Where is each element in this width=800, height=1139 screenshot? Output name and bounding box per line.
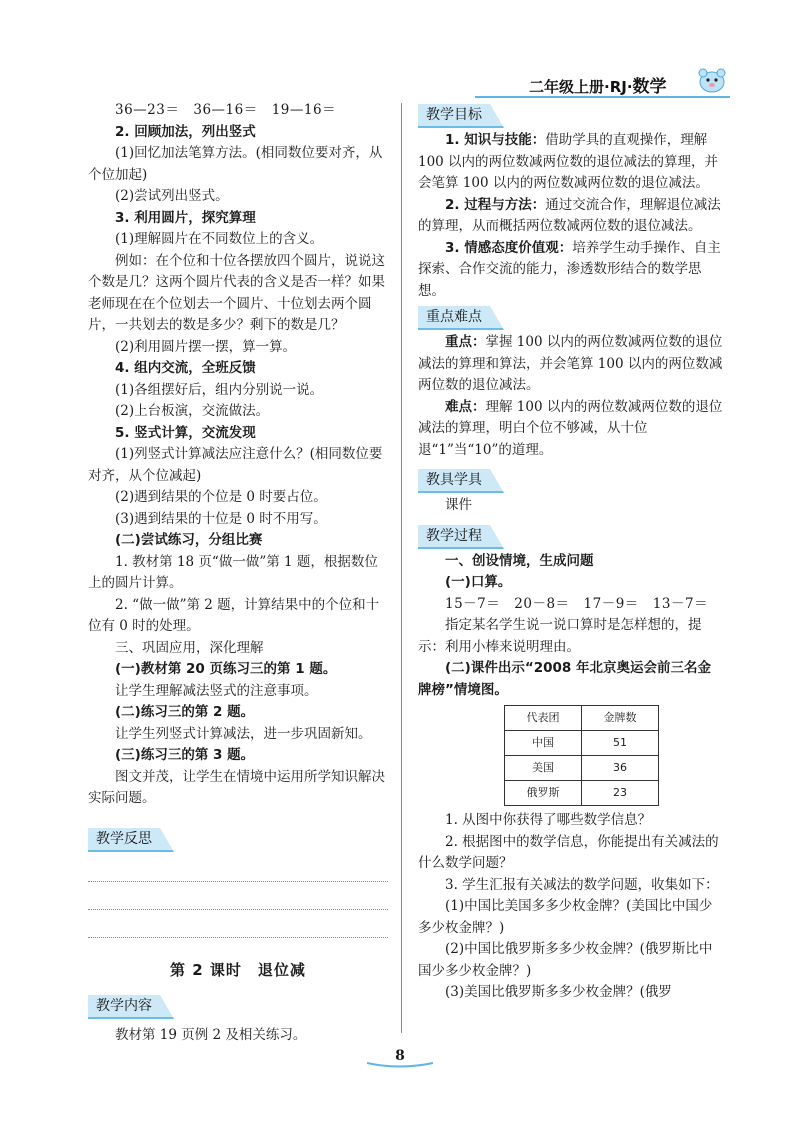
table-cell: 美国 — [505, 756, 582, 781]
table-cell: 51 — [582, 731, 659, 756]
goal-head: 2. 过程与方法： — [445, 196, 546, 213]
step-heading: 2. 回顾加法，列出竖式 — [115, 123, 256, 140]
header-subject: 数学 — [632, 77, 667, 97]
goal-item — [418, 238, 723, 303]
running-header — [475, 66, 730, 98]
question: 2. 根据图中的数学信息，你能提出有关减法的什么数学问题？ — [418, 833, 719, 871]
page-swoosh-icon — [365, 1060, 435, 1070]
reflection-line — [88, 882, 388, 910]
reflection-line — [88, 854, 388, 882]
section-heading: (一)教材第 20 页练习三的第 1 题。 — [115, 661, 337, 677]
tag-teaching-content: 教学内容 — [88, 995, 174, 1019]
reflection-line — [88, 910, 388, 938]
question: 1. 从图中你获得了哪些数学信息？ — [445, 812, 652, 828]
table-header-cell: 代表团 — [505, 706, 582, 731]
table-row — [505, 781, 659, 806]
key-text: 理解 100 以内的两位数减两位数的退位减法的算理，明白个位不够减，从十位退“1”当“10”的道理。 — [418, 398, 723, 458]
goal-text: 培养学生动手操作、自主探索、合作交流的能力，渗透数形结合的数学思想。 — [418, 239, 721, 299]
paragraph: (2)尝试列出竖式。 — [115, 188, 229, 204]
header-title — [529, 72, 667, 97]
paragraph: 2. “做一做”第 2 题，计算结果中的个位和十位有 0 时的处理。 — [88, 596, 380, 634]
paragraph: (1)理解圆片在不同数位上的含义。 — [115, 231, 324, 247]
question: (3)美国比俄罗斯多多少枚金牌？(俄罗 — [445, 984, 672, 1000]
paragraph: 例如：在个位和十位各摆放四个圆片，说说这个数是几？这两个圆片代表的含义是否一样？如果老师现在在个位划去一个圆片、十位划去两个圆片，一共划去的数是多少？剩下的数是几？ — [88, 252, 385, 333]
paragraph: 指定某名学生说一说口算时是怎样想的，提示：利用小棒来说明理由。 — [418, 617, 702, 655]
section-heading: (二)课件出示“2008 年北京奥运会前三名金牌榜”情境图。 — [418, 660, 711, 698]
page-number: 8 — [395, 1048, 405, 1064]
paragraph: (2)利用圆片摆一摆，算一算。 — [115, 338, 297, 355]
goal-head: 1. 知识与技能： — [445, 132, 546, 148]
question: (2)中国比俄罗斯多多少枚金牌？(俄罗斯比中国少多少枚金牌？) — [418, 941, 713, 979]
paragraph: (3)遇到结果的十位是 0 时不用写。 — [115, 510, 327, 527]
left-column — [88, 100, 388, 1047]
goal-head: 3. 情感态度价值观： — [445, 239, 573, 256]
paragraph: (2)上台板演，交流做法。 — [115, 403, 270, 419]
table-cell: 中国 — [505, 731, 582, 756]
paragraph: 让学生列竖式计算减法，进一步巩固新知。 — [115, 725, 372, 742]
paragraph: 教材第 19 页例 2 及相关练习。 — [115, 1027, 307, 1043]
table-cell: 23 — [582, 781, 659, 806]
tag-key-difficult-points: 重点难点 — [418, 306, 504, 330]
paragraph: (1)各组摆好后，组内分别说一说。 — [115, 381, 324, 398]
section-heading: 三、巩固应用，深化理解 — [115, 639, 264, 656]
table-cell: 俄罗斯 — [505, 781, 582, 806]
section-heading: 一、创设情境，生成问题 — [445, 552, 594, 569]
paragraph: 图文并茂，让学生在情境中运用所学知识解决实际问题。 — [88, 768, 385, 806]
table-row — [505, 756, 659, 781]
tag-teaching-reflection: 教学反思 — [88, 828, 174, 852]
table-cell: 36 — [582, 756, 659, 781]
step-heading: 4. 组内交流，全班反馈 — [115, 360, 256, 376]
tag-teaching-goals: 教学目标 — [418, 104, 504, 128]
key-head: 难点： — [445, 398, 486, 415]
calc-line: 15－7＝ 20－8＝ 17－9＝ 13－7＝ — [445, 595, 709, 612]
goal-item — [418, 195, 723, 238]
paragraph: 1. 教材第 18 页“做一做”第 1 题，根据数位上的圆片计算。 — [88, 553, 378, 591]
key-item — [418, 397, 723, 462]
goal-text: 借助学具的直观操作，理解 100 以内的两位数减两位数的退位减法的算理，并会笔算 100 以内的两位数减两位数的退位减法。 — [418, 132, 719, 191]
calc-line: 36—23＝ 36—16＝ 19—16＝ — [115, 102, 337, 118]
table-header-row — [505, 706, 659, 731]
paragraph: (2)遇到结果的个位是 0 时要占位。 — [115, 489, 327, 505]
column-divider — [401, 103, 402, 1033]
mascot-icon — [697, 66, 727, 94]
right-column — [418, 100, 723, 1004]
tag-teaching-tools: 教具学具 — [418, 469, 504, 493]
paragraph: 让学生理解减法竖式的注意事项。 — [115, 682, 318, 699]
lesson-title: 第 2 课时 退位减 — [170, 960, 306, 979]
goal-item — [418, 130, 723, 195]
key-text: 掌握 100 以内的两位数减两位数的退位减法的算理和算法，并会笔算 100 以内的两位数减两位数的退位减法。 — [418, 334, 723, 393]
step-heading: 3. 利用圆片，探究算理 — [115, 209, 256, 226]
paragraph: 课件 — [445, 497, 472, 513]
goal-text: 通过交流合作，理解退位减法的算理，从而概括两位数减两位数的退位减法。 — [418, 196, 721, 234]
table-header-cell: 金牌数 — [582, 706, 659, 731]
section-heading: (一)口算。 — [445, 574, 512, 590]
key-item — [418, 332, 723, 397]
paragraph: (1)列竖式计算减法应注意什么？(相同数位要对齐，从个位减起) — [88, 446, 383, 484]
section-heading: (三)练习三的第 3 题。 — [115, 747, 255, 763]
key-head: 重点： — [445, 334, 486, 350]
question: (1)中国比美国多多少枚金牌？(美国比中国少多少枚金牌？) — [418, 898, 713, 936]
tag-teaching-process: 教学过程 — [418, 525, 504, 549]
table-row — [505, 731, 659, 756]
medal-table — [504, 705, 659, 806]
question: 3. 学生汇报有关减法的数学问题，收集如下： — [445, 876, 719, 893]
section-heading: (二)尝试练习，分组比赛 — [115, 532, 263, 548]
header-grade: 二年级上册·RJ· — [529, 78, 633, 96]
step-heading: 5. 竖式计算，交流发现 — [115, 424, 256, 441]
paragraph: (1)回忆加法笔算方法。(相同数位要对齐，从个位加起) — [88, 145, 383, 183]
section-heading: (二)练习三的第 2 题。 — [115, 704, 255, 720]
